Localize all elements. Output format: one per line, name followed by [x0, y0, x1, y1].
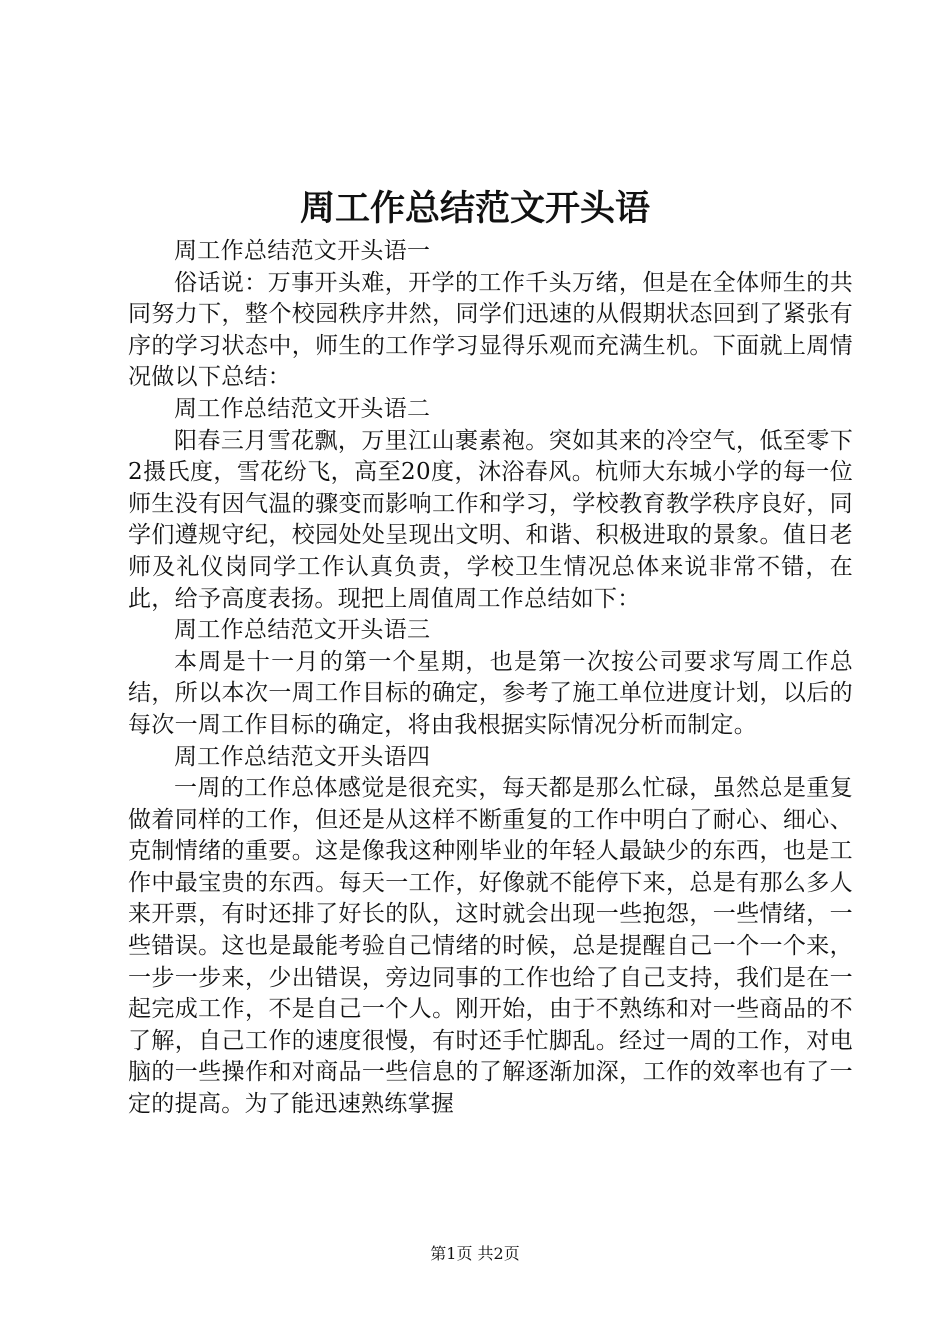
section-heading-4: 周工作总结范文开头语四: [174, 743, 431, 770]
section-heading-1: 周工作总结范文开头语一: [174, 238, 431, 264]
paragraph-1: 俗话说：万事开头难，开学的工作千头万绪，但是在全体师生的共同努力下，整个校园秩序井然，同学们迅速的从假期状态回到了紧张有序的学习状态中，师生的工作学习显得乐观而充满生机。下面就上周情况做以下总结：: [128, 269, 853, 391]
section-heading-3: 周工作总结范文开头语三: [174, 617, 431, 644]
paragraph-2: 阳春三月雪花飘，万里江山裹素袍。突如其来的冷空气，低至零下2摄氏度，雪花纷飞，高至20度，沐浴春风。杭师大东城小学的每一位师生没有因气温的骤变而影响工作和学习，学校教育教学秩序良好，同学们遵规守纪，校园处处呈现出文明、和谐、积极进取的景象。值日老师及礼仪岗同学工作认真负责，学校卫生情况总体来说非常不错，在此，给予高度表扬。现把上周值周工作总结如下：: [128, 427, 853, 612]
paragraph-3: 本周是十一月的第一个星期，也是第一次按公司要求写周工作总结，所以本次一周工作目标的确定，参考了施工单位进度计划，以后的每次一周工作目标的确定，将由我根据实际情况分析而制定。: [128, 648, 853, 738]
page-title: 周工作总结范文开头语: [299, 188, 650, 229]
section-heading-2: 周工作总结范文开头语二: [174, 395, 431, 422]
paragraph-4: 一周的工作总体感觉是很充实，每天都是那么忙碌，虽然总是重复做着同样的工作，但还是从这样不断重复的工作中明白了耐心、细心、克制情绪的重要。这是像我这种刚毕业的年轻人最缺少的东西，也是工作中最宝贵的东西。每天一工作，好像就不能停下来，总是有那么多人来开票，有时还排了好长的队，这时就会出现一些抱怨，一些情绪，一些错误。这也是最能考验自己情绪的时候，总是提醒自己一个一个来，一步一步来，少出错误，旁边同事的工作也给了自己支持，我们是在一起完成工作，不是自己一个人。刚开始，由于不熟练和对一些商品的不了解，自己工作的速度很慢，有时还手忙脚乱。经过一周的工作，对电脑的一些操作和对商品一些信息的了解逐渐加深，工作的效率也有了一定的提高。为了能迅速熟练掌握: [128, 775, 853, 1118]
document-body: [128, 236, 853, 1121]
page-footer: 第1页 共2页: [430, 1244, 520, 1263]
